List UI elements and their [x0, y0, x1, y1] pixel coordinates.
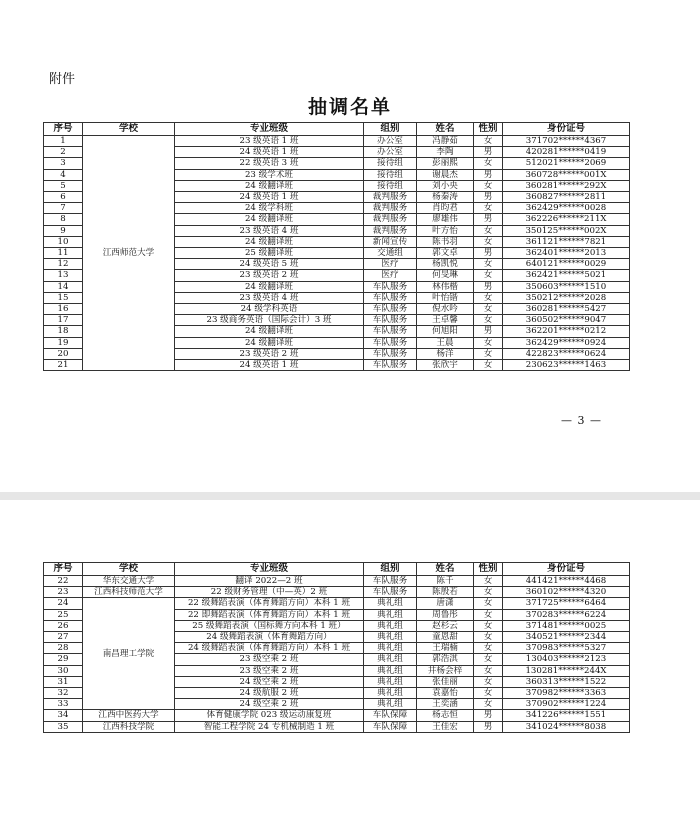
- cell-class: 24 级英语 5 班: [175, 259, 364, 270]
- cell-class: 24 级翻译班: [175, 337, 364, 348]
- cell-group: 典礼组: [364, 620, 417, 631]
- cell-seq: 31: [44, 676, 83, 687]
- header-gender: 性别: [474, 123, 503, 136]
- cell-name: 杨凯悦: [417, 259, 474, 270]
- cell-seq: 21: [44, 360, 83, 371]
- cell-gender: 女: [474, 337, 503, 348]
- cell-name: 王晨: [417, 337, 474, 348]
- cell-seq: 16: [44, 304, 83, 315]
- cell-group: 接待组: [364, 169, 417, 180]
- cell-seq: 6: [44, 192, 83, 203]
- cell-name: 林伟楷: [417, 281, 474, 292]
- header-group: 组别: [364, 123, 417, 136]
- cell-school: 江西中医药大学: [83, 710, 175, 721]
- cell-name: 赵杉云: [417, 620, 474, 631]
- cell-gender: 女: [474, 688, 503, 699]
- cell-seq: 1: [44, 136, 83, 147]
- cell-class: 23 级学术班: [175, 169, 364, 180]
- cell-gender: 女: [474, 203, 503, 214]
- cell-id: 360728******001X: [503, 169, 630, 180]
- cell-seq: 34: [44, 710, 83, 721]
- cell-gender: 女: [474, 304, 503, 315]
- cell-name: 王卓馨: [417, 315, 474, 326]
- table-row: [44, 598, 630, 609]
- cell-id: 362401******2013: [503, 248, 630, 259]
- cell-class: 24 级翻译班: [175, 214, 364, 225]
- cell-class: 23 级英语 2 班: [175, 348, 364, 359]
- cell-seq: 9: [44, 225, 83, 236]
- cell-id: 360281******5427: [503, 304, 630, 315]
- cell-gender: 女: [474, 609, 503, 620]
- header-name: 姓名: [417, 563, 474, 576]
- cell-name: 李陶: [417, 147, 474, 158]
- cell-gender: 女: [474, 360, 503, 371]
- cell-class: 23 级英语 1 班: [175, 136, 364, 147]
- header-class: 专业班级: [175, 123, 364, 136]
- cell-name: 杨秦涛: [417, 192, 474, 203]
- roster-table-1: [43, 122, 630, 371]
- cell-gender: 男: [474, 147, 503, 158]
- cell-id: 371481******0025: [503, 620, 630, 631]
- cell-gender: 男: [474, 214, 503, 225]
- cell-seq: 5: [44, 180, 83, 191]
- cell-group: 车队服务: [364, 292, 417, 303]
- cell-group: 裁判服务: [364, 203, 417, 214]
- cell-school: 江西师范大学: [83, 136, 175, 371]
- cell-seq: 17: [44, 315, 83, 326]
- cell-id: 360502******9047: [503, 315, 630, 326]
- table-row: [44, 587, 630, 598]
- header-id: 身份证号: [503, 123, 630, 136]
- cell-class: 22 级英语 3 班: [175, 158, 364, 169]
- cell-gender: 女: [474, 270, 503, 281]
- cell-gender: 男: [474, 721, 503, 732]
- cell-seq: 18: [44, 326, 83, 337]
- cell-gender: 女: [474, 665, 503, 676]
- cell-gender: 男: [474, 710, 503, 721]
- cell-id: 362201******0212: [503, 326, 630, 337]
- cell-group: 典礼组: [364, 676, 417, 687]
- cell-group: 车队服务: [364, 326, 417, 337]
- cell-id: 362429******0028: [503, 203, 630, 214]
- cell-id: 512021******2069: [503, 158, 630, 169]
- document-page-2: [0, 500, 700, 813]
- cell-gender: 女: [474, 348, 503, 359]
- cell-class: 翻译 2022—2 班: [175, 576, 364, 587]
- cell-id: 350212******2028: [503, 292, 630, 303]
- cell-id: 360102******4320: [503, 587, 630, 598]
- cell-seq: 19: [44, 337, 83, 348]
- cell-class: 体育健康学院 023 级运动康复班: [175, 710, 364, 721]
- cell-group: 裁判服务: [364, 192, 417, 203]
- cell-group: 车队服务: [364, 315, 417, 326]
- cell-id: 350125******002X: [503, 225, 630, 236]
- cell-class: 24 级翻译班: [175, 180, 364, 191]
- cell-id: 370983******5327: [503, 643, 630, 654]
- cell-name: 廖雄伟: [417, 214, 474, 225]
- cell-class: 智能工程学院 24 专机械制造 1 班: [175, 721, 364, 732]
- cell-gender: 女: [474, 259, 503, 270]
- cell-seq: 8: [44, 214, 83, 225]
- cell-class: 24 级空乘 2 班: [175, 676, 364, 687]
- cell-class: 24 级英语 1 班: [175, 360, 364, 371]
- cell-name: 唐潇: [417, 598, 474, 609]
- cell-seq: 33: [44, 699, 83, 710]
- cell-id: 640121******0029: [503, 259, 630, 270]
- cell-name: 谢晨杰: [417, 169, 474, 180]
- cell-id: 370902******1224: [503, 699, 630, 710]
- cell-class: 24 级翻译班: [175, 326, 364, 337]
- cell-school: 华东交通大学: [83, 576, 175, 587]
- page-number: — 3 —: [561, 414, 602, 427]
- cell-seq: 25: [44, 609, 83, 620]
- header-class: 专业班级: [175, 563, 364, 576]
- cell-gender: 女: [474, 180, 503, 191]
- cell-name: 袁嘉怡: [417, 688, 474, 699]
- cell-name: 王佳宏: [417, 721, 474, 732]
- cell-gender: 女: [474, 620, 503, 631]
- cell-name: 童恩甜: [417, 632, 474, 643]
- header-name: 姓名: [417, 123, 474, 136]
- cell-seq: 13: [44, 270, 83, 281]
- cell-name: 王奕涵: [417, 699, 474, 710]
- cell-name: 张佳丽: [417, 676, 474, 687]
- cell-id: 362226******211X: [503, 214, 630, 225]
- cell-name: 陈书羽: [417, 236, 474, 247]
- cell-id: 130403******2123: [503, 654, 630, 665]
- header-id: 身份证号: [503, 563, 630, 576]
- cell-class: 23 级商务英语（国际会计）3 班: [175, 315, 364, 326]
- cell-id: 341024******8038: [503, 721, 630, 732]
- attachment-label: 附件: [49, 72, 76, 87]
- cell-group: 典礼组: [364, 609, 417, 620]
- cell-class: 24 级空乘 2 班: [175, 699, 364, 710]
- cell-id: 441421******4468: [503, 576, 630, 587]
- cell-class: 24 级学科班: [175, 203, 364, 214]
- cell-name: 彭丽熙: [417, 158, 474, 169]
- cell-gender: 男: [474, 326, 503, 337]
- cell-id: 340521******2344: [503, 632, 630, 643]
- cell-group: 典礼组: [364, 632, 417, 643]
- table-row: [44, 721, 630, 732]
- cell-id: 341226******1551: [503, 710, 630, 721]
- cell-name: 倪水吟: [417, 304, 474, 315]
- table-row: [44, 136, 630, 147]
- header-school: 学校: [83, 123, 175, 136]
- cell-group: 办公室: [364, 147, 417, 158]
- cell-group: 接待组: [364, 180, 417, 191]
- cell-group: 典礼组: [364, 598, 417, 609]
- cell-name: 陈殷若: [417, 587, 474, 598]
- cell-class: 22 级舞蹈表演（体育舞蹈方向）本科 1 班: [175, 598, 364, 609]
- cell-gender: 女: [474, 236, 503, 247]
- cell-id: 422823******0624: [503, 348, 630, 359]
- page-title: 抽调名单: [307, 96, 392, 118]
- cell-name: 陈千: [417, 576, 474, 587]
- cell-group: 接待组: [364, 158, 417, 169]
- cell-gender: 男: [474, 248, 503, 259]
- cell-id: 370982******3363: [503, 688, 630, 699]
- cell-seq: 26: [44, 620, 83, 631]
- cell-group: 车队服务: [364, 348, 417, 359]
- cell-class: 24 级学科英语: [175, 304, 364, 315]
- cell-group: 典礼组: [364, 688, 417, 699]
- cell-group: 车队保障: [364, 721, 417, 732]
- cell-seq: 14: [44, 281, 83, 292]
- cell-id: 360827******2811: [503, 192, 630, 203]
- cell-name: 何旻琳: [417, 270, 474, 281]
- cell-group: 车队服务: [364, 281, 417, 292]
- cell-name: 何旭阳: [417, 326, 474, 337]
- cell-seq: 29: [44, 654, 83, 665]
- cell-group: 医疗: [364, 259, 417, 270]
- cell-seq: 11: [44, 248, 83, 259]
- cell-class: 24 级英语 1 班: [175, 192, 364, 203]
- cell-class: 23 级英语 4 班: [175, 225, 364, 236]
- cell-id: 130281******244X: [503, 665, 630, 676]
- cell-class: 25 级翻译班: [175, 248, 364, 259]
- header-seq: 序号: [44, 123, 83, 136]
- cell-seq: 30: [44, 665, 83, 676]
- cell-class: 24 级翻译班: [175, 236, 364, 247]
- cell-id: 371725******6464: [503, 598, 630, 609]
- cell-seq: 23: [44, 587, 83, 598]
- cell-name: 周鲁彤: [417, 609, 474, 620]
- cell-gender: 女: [474, 576, 503, 587]
- cell-seq: 12: [44, 259, 83, 270]
- cell-gender: 女: [474, 632, 503, 643]
- cell-id: 230623******1463: [503, 360, 630, 371]
- cell-seq: 2: [44, 147, 83, 158]
- table-header-row: [44, 563, 630, 576]
- header-seq: 序号: [44, 563, 83, 576]
- cell-seq: 35: [44, 721, 83, 732]
- cell-gender: 女: [474, 225, 503, 236]
- cell-class: 24 级翻译班: [175, 281, 364, 292]
- cell-seq: 24: [44, 598, 83, 609]
- cell-group: 车队服务: [364, 576, 417, 587]
- cell-id: 350603******1510: [503, 281, 630, 292]
- cell-gender: 女: [474, 158, 503, 169]
- cell-id: 370283******6224: [503, 609, 630, 620]
- cell-group: 典礼组: [364, 643, 417, 654]
- cell-seq: 4: [44, 169, 83, 180]
- page-separator: [0, 492, 700, 500]
- cell-seq: 32: [44, 688, 83, 699]
- cell-group: 裁判服务: [364, 214, 417, 225]
- cell-name: 叶怡锴: [417, 292, 474, 303]
- cell-name: 王瑞楠: [417, 643, 474, 654]
- cell-group: 车队服务: [364, 360, 417, 371]
- cell-group: 车队服务: [364, 337, 417, 348]
- cell-group: 典礼组: [364, 665, 417, 676]
- roster-table-2: [43, 562, 630, 733]
- cell-name: 杨洋: [417, 348, 474, 359]
- cell-group: 办公室: [364, 136, 417, 147]
- cell-name: 冯静茹: [417, 136, 474, 147]
- cell-seq: 10: [44, 236, 83, 247]
- cell-class: 23 级空乘 2 班: [175, 654, 364, 665]
- cell-gender: 女: [474, 676, 503, 687]
- cell-class: 23 级英语 2 班: [175, 270, 364, 281]
- cell-name: 肖昀君: [417, 203, 474, 214]
- cell-gender: 女: [474, 598, 503, 609]
- cell-name: 井杨会梓: [417, 665, 474, 676]
- cell-seq: 3: [44, 158, 83, 169]
- cell-name: 郭浩淇: [417, 654, 474, 665]
- header-group: 组别: [364, 563, 417, 576]
- cell-id: 361121******7821: [503, 236, 630, 247]
- cell-class: 24 级航服 2 班: [175, 688, 364, 699]
- cell-gender: 女: [474, 643, 503, 654]
- cell-class: 23 级空乘 2 班: [175, 665, 364, 676]
- cell-seq: 27: [44, 632, 83, 643]
- cell-group: 交通组: [364, 248, 417, 259]
- cell-group: 医疗: [364, 270, 417, 281]
- cell-gender: 女: [474, 654, 503, 665]
- cell-gender: 男: [474, 192, 503, 203]
- cell-name: 郭文卓: [417, 248, 474, 259]
- cell-name: 张欣宇: [417, 360, 474, 371]
- cell-group: 裁判服务: [364, 225, 417, 236]
- cell-school: 江西科技师范大学: [83, 587, 175, 598]
- cell-seq: 22: [44, 576, 83, 587]
- table-header-row: [44, 123, 630, 136]
- cell-seq: 20: [44, 348, 83, 359]
- cell-gender: 男: [474, 281, 503, 292]
- cell-seq: 7: [44, 203, 83, 214]
- cell-class: 25 级舞蹈表演（国标舞方向本科 1 班）: [175, 620, 364, 631]
- cell-class: 24 级舞蹈表演（体育舞蹈方向）本科 1 班: [175, 643, 364, 654]
- cell-id: 360313******1522: [503, 676, 630, 687]
- cell-name: 叶方怡: [417, 225, 474, 236]
- cell-name: 杨志恒: [417, 710, 474, 721]
- cell-gender: 女: [474, 587, 503, 598]
- cell-group: 新闻宣传: [364, 236, 417, 247]
- cell-seq: 28: [44, 643, 83, 654]
- header-school: 学校: [83, 563, 175, 576]
- cell-group: 典礼组: [364, 654, 417, 665]
- cell-gender: 女: [474, 136, 503, 147]
- cell-school: 江西科技学院: [83, 721, 175, 732]
- cell-gender: 女: [474, 315, 503, 326]
- cell-group: 车队服务: [364, 587, 417, 598]
- cell-class: 24 级舞蹈表演（体育舞蹈方向）: [175, 632, 364, 643]
- cell-school: 南昌理工学院: [83, 598, 175, 710]
- cell-name: 刘小央: [417, 180, 474, 191]
- table-row: [44, 576, 630, 587]
- cell-id: 371702******4367: [503, 136, 630, 147]
- cell-id: 362429******0924: [503, 337, 630, 348]
- cell-group: 车队保障: [364, 710, 417, 721]
- cell-class: 23 级英语 4 班: [175, 292, 364, 303]
- cell-gender: 女: [474, 292, 503, 303]
- cell-class: 22 即舞蹈表演（体育舞蹈方向）本科 1 班: [175, 609, 364, 620]
- cell-id: 362421******5021: [503, 270, 630, 281]
- cell-gender: 男: [474, 169, 503, 180]
- cell-id: 360281******292X: [503, 180, 630, 191]
- cell-class: 22 级财务管理（中—英）2 班: [175, 587, 364, 598]
- cell-id: 420281******0419: [503, 147, 630, 158]
- cell-group: 典礼组: [364, 699, 417, 710]
- cell-gender: 女: [474, 699, 503, 710]
- cell-group: 车队服务: [364, 304, 417, 315]
- cell-seq: 15: [44, 292, 83, 303]
- table-row: [44, 710, 630, 721]
- cell-class: 24 级英语 1 班: [175, 147, 364, 158]
- header-gender: 性别: [474, 563, 503, 576]
